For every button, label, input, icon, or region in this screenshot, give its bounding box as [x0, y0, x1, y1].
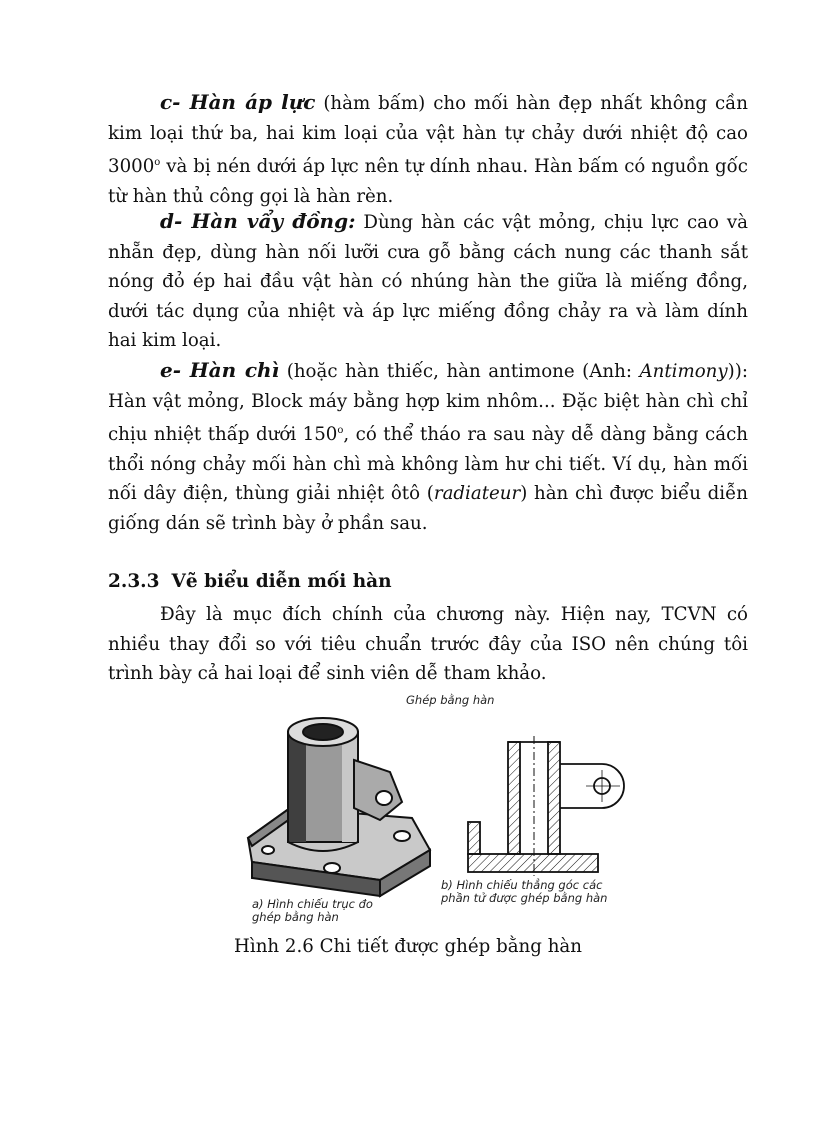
paragraph-d-text: Dùng hàn các vật mỏng, chịu lực cao và nhẵn đẹp, dùng hàn nối lưỡi cưa gỗ bằng cách nung các thanh sắt nóng đỏ ép hai đầu vật hàn có nhúng hàn the giữa là miếng đồng, dưới tác dụng của nhiệt và áp lực miếng đồng chảy ra và làm dính hai kim loại. — [108, 212, 748, 352]
paragraph-c-sup: o — [154, 157, 161, 169]
paragraph-c-lead: c- Hàn áp lực — [160, 90, 316, 114]
paragraph-c-text: (hàm bấm) cho mối hàn đẹp nhất không cần kim loại thứ ba, hai kim loại của vật hàn tự chảy dưới nhiệt độ cao 3000 — [108, 93, 748, 178]
paragraph-e-text2: )): Hàn vật mỏng, Block máy bằng hợp kim nhôm... Đặc biệt hàn chì chỉ chịu nhiệt thấp dưới 150 — [108, 361, 748, 446]
paragraph-e-text3: , có thể tháo ra sau này dễ dàng bằng cách thổi nóng chảy mối hàn chì mà không làm hư chi tiết. Ví dụ, hàn mối nối dây điện, thùng giải nhiệt ôtô ( — [108, 424, 748, 505]
figure-top-label: Ghép bằng hàn — [406, 693, 495, 707]
figure-label-b: b) Hình chiếu thẳng góc các phần tử được ghép bằng hàn — [441, 878, 608, 905]
paragraph-d-lead: d- Hàn vẩy đồng: — [160, 209, 356, 233]
isometric-view-drawing — [248, 718, 430, 896]
paragraph-d — [108, 207, 748, 356]
paragraph-e-ital1: Antimony — [639, 361, 728, 382]
paragraph-c — [108, 88, 748, 211]
paragraph-e-lead: e- Hàn chì — [160, 358, 280, 382]
figure-caption: Hình 2.6 Chi tiết được ghép bằng hàn — [234, 936, 582, 957]
paragraph-e-text1: (hoặc hàn thiếc, hàn antimone (Anh: — [279, 361, 640, 382]
figure-label-a: a) Hình chiếu trục đo ghép bằng hàn — [252, 897, 373, 924]
section-body: Đây là mục đích chính của chương này. Hiện nay, TCVN có nhiều thay đổi so với tiêu chuẩn trước đây của ISO nên chúng tôi trình bày cả hai loại để sinh viên dễ tham khảo. — [108, 604, 748, 685]
paragraph-e-text4: ) hàn chì được biểu diễn giống dán sẽ trình bày ở phần sau. — [108, 483, 748, 535]
section-title: Vẽ biểu diễn mối hàn — [171, 571, 392, 592]
orthographic-view-drawing — [468, 736, 624, 876]
paragraph-e-sup: o — [337, 425, 344, 437]
paragraph-e-ital2: radiateur — [433, 483, 521, 505]
section-heading — [108, 571, 392, 592]
paragraph-c-tail: và bị nén dưới áp lực nên tự dính nhau. Hàn bấm có nguồn gốc từ hàn thủ công gọi là hàn rèn. — [108, 156, 748, 207]
paragraph-e — [108, 356, 748, 539]
section-number: 2.3.3 — [108, 571, 160, 592]
